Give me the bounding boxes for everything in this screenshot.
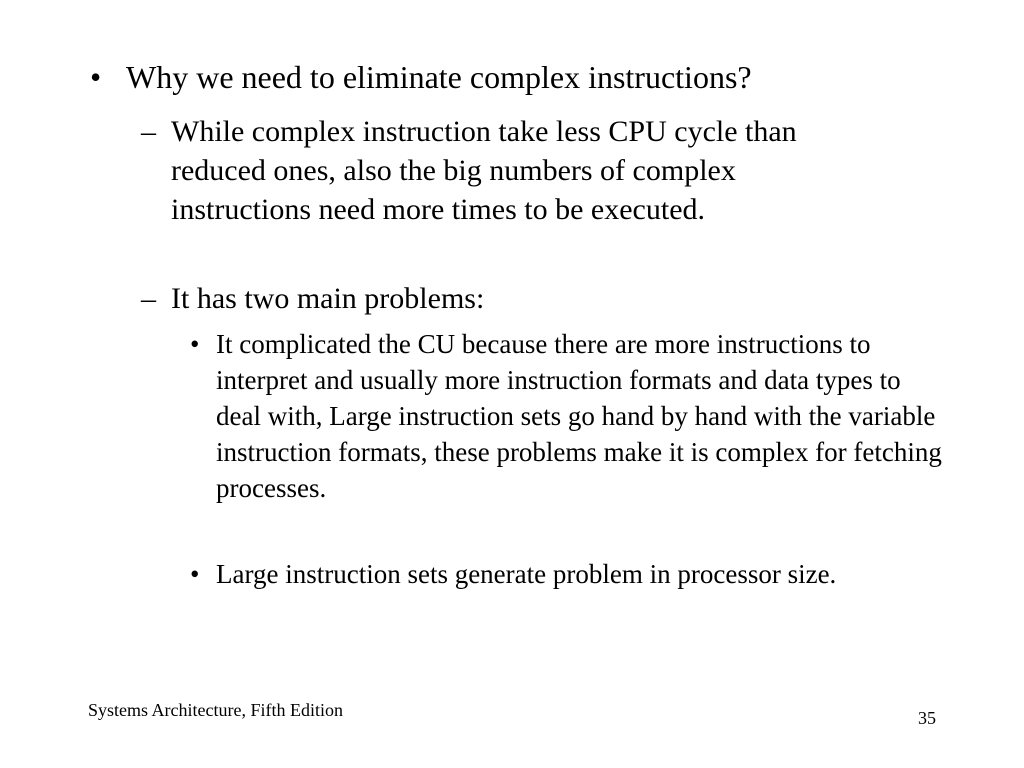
footer-source: Systems Architecture, Fifth Edition [88, 700, 343, 720]
bullet-level2-cycle-explanation [141, 112, 881, 229]
bullet-marker: • [190, 329, 200, 359]
bullet-level3-cu-complexity [190, 326, 950, 506]
bullet-marker: • [190, 559, 200, 589]
dash-marker: – [141, 115, 156, 148]
bullet-text: It complicated the CU because there are more instructions to interpret and usually more instruction formats and data types to deal with, Large instruction sets go hand by hand with the variable instruction formats, these problems make it is complex for fetching processes. [216, 329, 942, 503]
bullet-text: Why we need to eliminate complex instructions? [126, 59, 752, 95]
page-number: 35 [918, 708, 936, 728]
bullet-level2-two-problems [141, 279, 881, 318]
bullet-level1-question [90, 56, 970, 98]
bullet-text: It has two main problems: [171, 282, 485, 315]
dash-marker: – [141, 282, 156, 315]
bullet-level3-processor-size [190, 556, 950, 592]
bullet-text: While complex instruction take less CPU cycle than reduced ones, also the big numbers of complex instructions need more times to be executed. [171, 115, 797, 226]
bullet-text: Large instruction sets generate problem in processor size. [216, 559, 837, 589]
bullet-marker: • [90, 59, 102, 95]
